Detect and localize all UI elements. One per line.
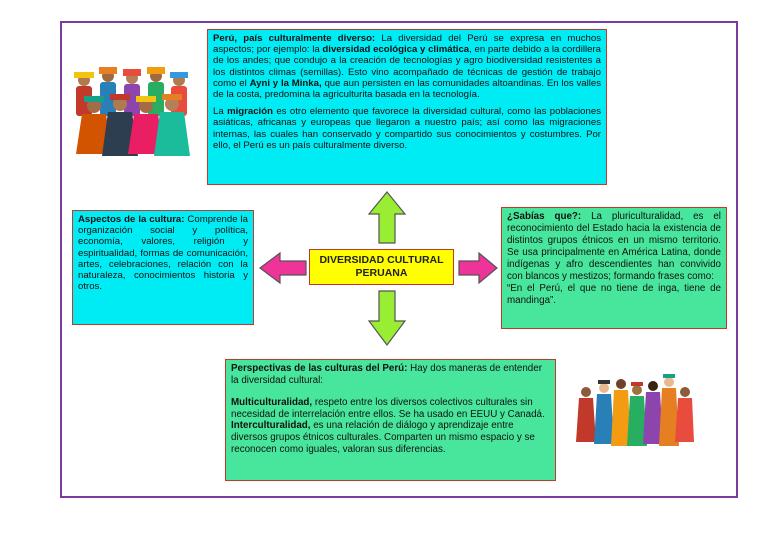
culture-aspects-box [72,210,254,325]
top-text: La [213,106,228,118]
did-you-know-box [501,207,727,329]
bottom-intro [231,363,550,386]
top-paragraph-1 [213,33,601,100]
central-topic-box [309,249,454,285]
right-box-quote: “En el Perú, el que no tiene de inga, tiene de mandinga”. [507,283,721,306]
arrow-down-icon [367,289,407,347]
top-text: que aun persisten en las comunidades altoandinas. En los valles de la costa, predomina la agriculturita basada en la tecnología. [213,77,601,101]
culture-perspectives-box [225,359,556,481]
top-box-title: Perú, país culturalmente diverso: [213,33,376,44]
interculturality-item [231,420,550,455]
top-text: La diversidad del Perú se expresa en muchos aspectos; por ejemplo: la [213,33,601,56]
right-box-title: ¿Sabías que?: [507,211,582,222]
multiculturality-title: Multiculturalidad, [231,397,313,409]
bottom-text: Hay dos maneras de entender la diversidad cultural: [231,363,542,386]
left-box-text: Comprende la organización social y política, economía, valores, religión y espiritualidad, formas de comunicación, artes, celebraciones, relación con la naturaleza, conocimientos historia y otros. [78,214,248,293]
arrow-right-icon [457,250,499,286]
interculturality-text: es una relación de diálogo y aprendizaje entre diversos grupos étnicos culturales. Comparten un mismo espacio y se reconocen como iguales, valoran sus diferencias. [231,420,535,455]
top-text: , en parte debido a la cordillera de los andes; que condujo a la creación de tecnologías y agro biodiversidad resistentes a los distintos climas (semillas). Esto vino acompañado de técnicas de gestión de trabajo como el [213,44,602,89]
traditional-dancers-photo [66,62,196,162]
top-text: es otro elemento que favorece la diversidad cultural, como las poblaciones asiáticas, africanas y europeas que llegaron a nuestro país; así como las migraciones internas, las cuales han conservado y compartido sus conocimientos y costumbres. Por ello, el Perú es un país culturalmente diverso. [213,106,601,151]
peru-cultural-diversity-box [207,29,607,185]
top-highlight: migración [227,106,273,118]
left-box-title: Aspectos de la cultura: [78,214,185,225]
top-paragraph-2 [213,106,601,151]
multiculturality-text: respeto entre los diversos colectivos culturales sin necesidad de interrelación entre ellos. Se ha usado en EEUU y Canadá. [231,397,545,420]
diverse-people-illustration [574,372,696,452]
right-box-text: La pluriculturalidad, es el reconocimiento del Estado hacia la existencia de distintos grupos étnicos en un mismo territorio. Se usa principalmente en América Latina, donde indígenas y afro descendientes han convivido con blancos y mestizos; formando frases como: [507,211,721,282]
bottom-box-title: Perspectivas de las culturas del Perú: [231,363,408,374]
top-highlight: Ayni y la Minka, [249,77,322,89]
arrow-up-icon [367,190,407,245]
top-highlight: diversidad ecológica y climática [322,44,470,56]
arrow-left-icon [258,250,308,286]
central-topic-line-1: DIVERSIDAD CULTURAL [319,254,444,266]
interculturality-title: Interculturalidad, [231,420,311,432]
multiculturality-item [231,397,550,420]
central-topic-line-2: PERUANA [355,267,408,279]
